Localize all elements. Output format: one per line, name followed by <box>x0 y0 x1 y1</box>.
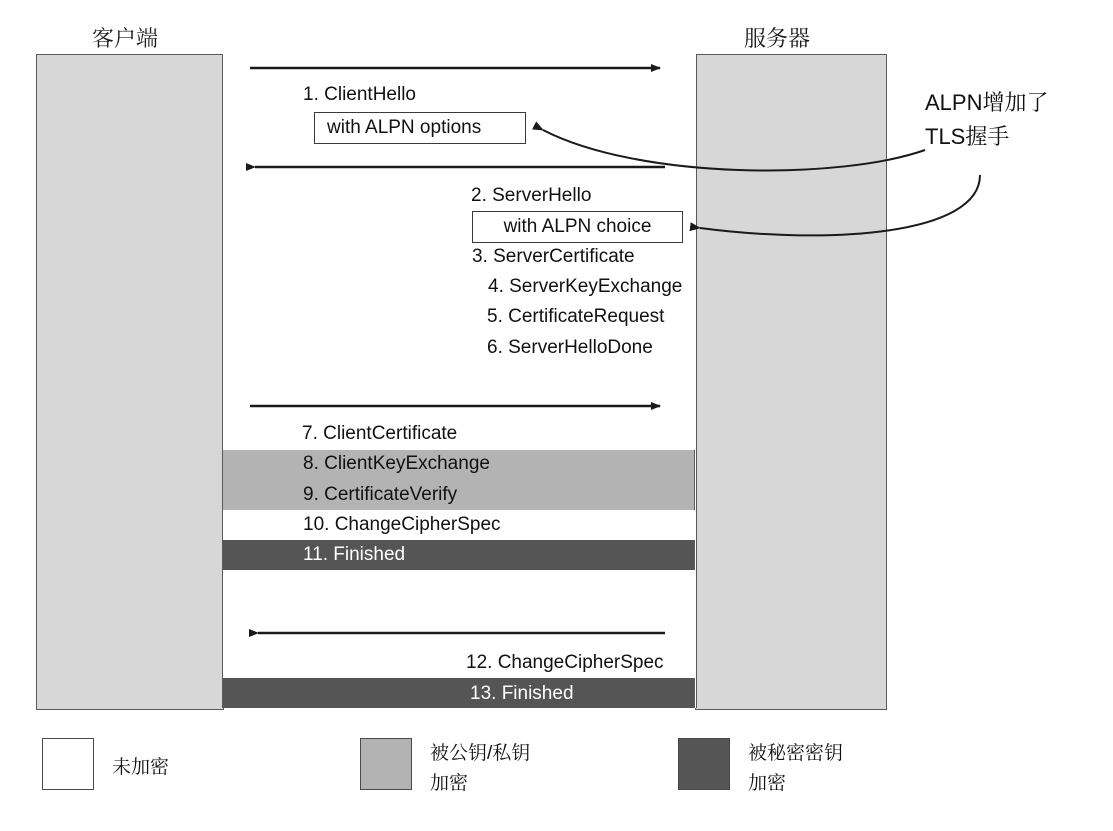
message-label-13: 13. Finished <box>470 683 574 704</box>
message-label-5: 5. CertificateRequest <box>487 306 665 327</box>
annotation-alpn-line2: TLS握手 <box>925 124 1010 149</box>
legend-label-secret-key-line2: 加密 <box>748 773 787 794</box>
message-label-1: 1. ClientHello <box>303 84 416 105</box>
client-lane <box>36 54 224 710</box>
band-secret-key-13 <box>222 678 695 708</box>
message-label-10: 10. ChangeCipherSpec <box>303 514 501 535</box>
callout-alpn-choice: with ALPN choice <box>472 211 683 243</box>
message-label-4: 4. ServerKeyExchange <box>488 276 683 297</box>
message-label-8: 8. ClientKeyExchange <box>303 453 490 474</box>
client-column-label: 客户端 <box>92 26 159 51</box>
legend-label-public-key-line2: 加密 <box>430 773 469 794</box>
message-column <box>222 54 697 708</box>
legend-label-public-key-line1: 被公钥/私钥 <box>430 743 531 764</box>
annotation-alpn-line1: ALPN增加了 <box>925 90 1049 115</box>
band-secret-key-11 <box>222 540 695 570</box>
message-label-12: 12. ChangeCipherSpec <box>466 652 664 673</box>
message-label-11: 11. Finished <box>303 544 406 565</box>
callout-alpn-options: with ALPN options <box>314 112 526 144</box>
legend-label-secret-key-line1: 被秘密密钥 <box>748 743 844 764</box>
message-label-6: 6. ServerHelloDone <box>487 337 653 358</box>
legend-label-unencrypted: 未加密 <box>112 757 170 778</box>
server-column-label: 服务器 <box>744 26 811 51</box>
server-lane <box>695 54 887 710</box>
message-label-9: 9. CertificateVerify <box>303 484 458 505</box>
legend-swatch-secret-key <box>678 738 730 790</box>
message-label-2: 2. ServerHello <box>471 185 592 206</box>
message-label-7: 7. ClientCertificate <box>302 423 458 444</box>
legend-swatch-unencrypted <box>42 738 94 790</box>
legend-swatch-public-key <box>360 738 412 790</box>
message-label-3: 3. ServerCertificate <box>472 246 635 267</box>
